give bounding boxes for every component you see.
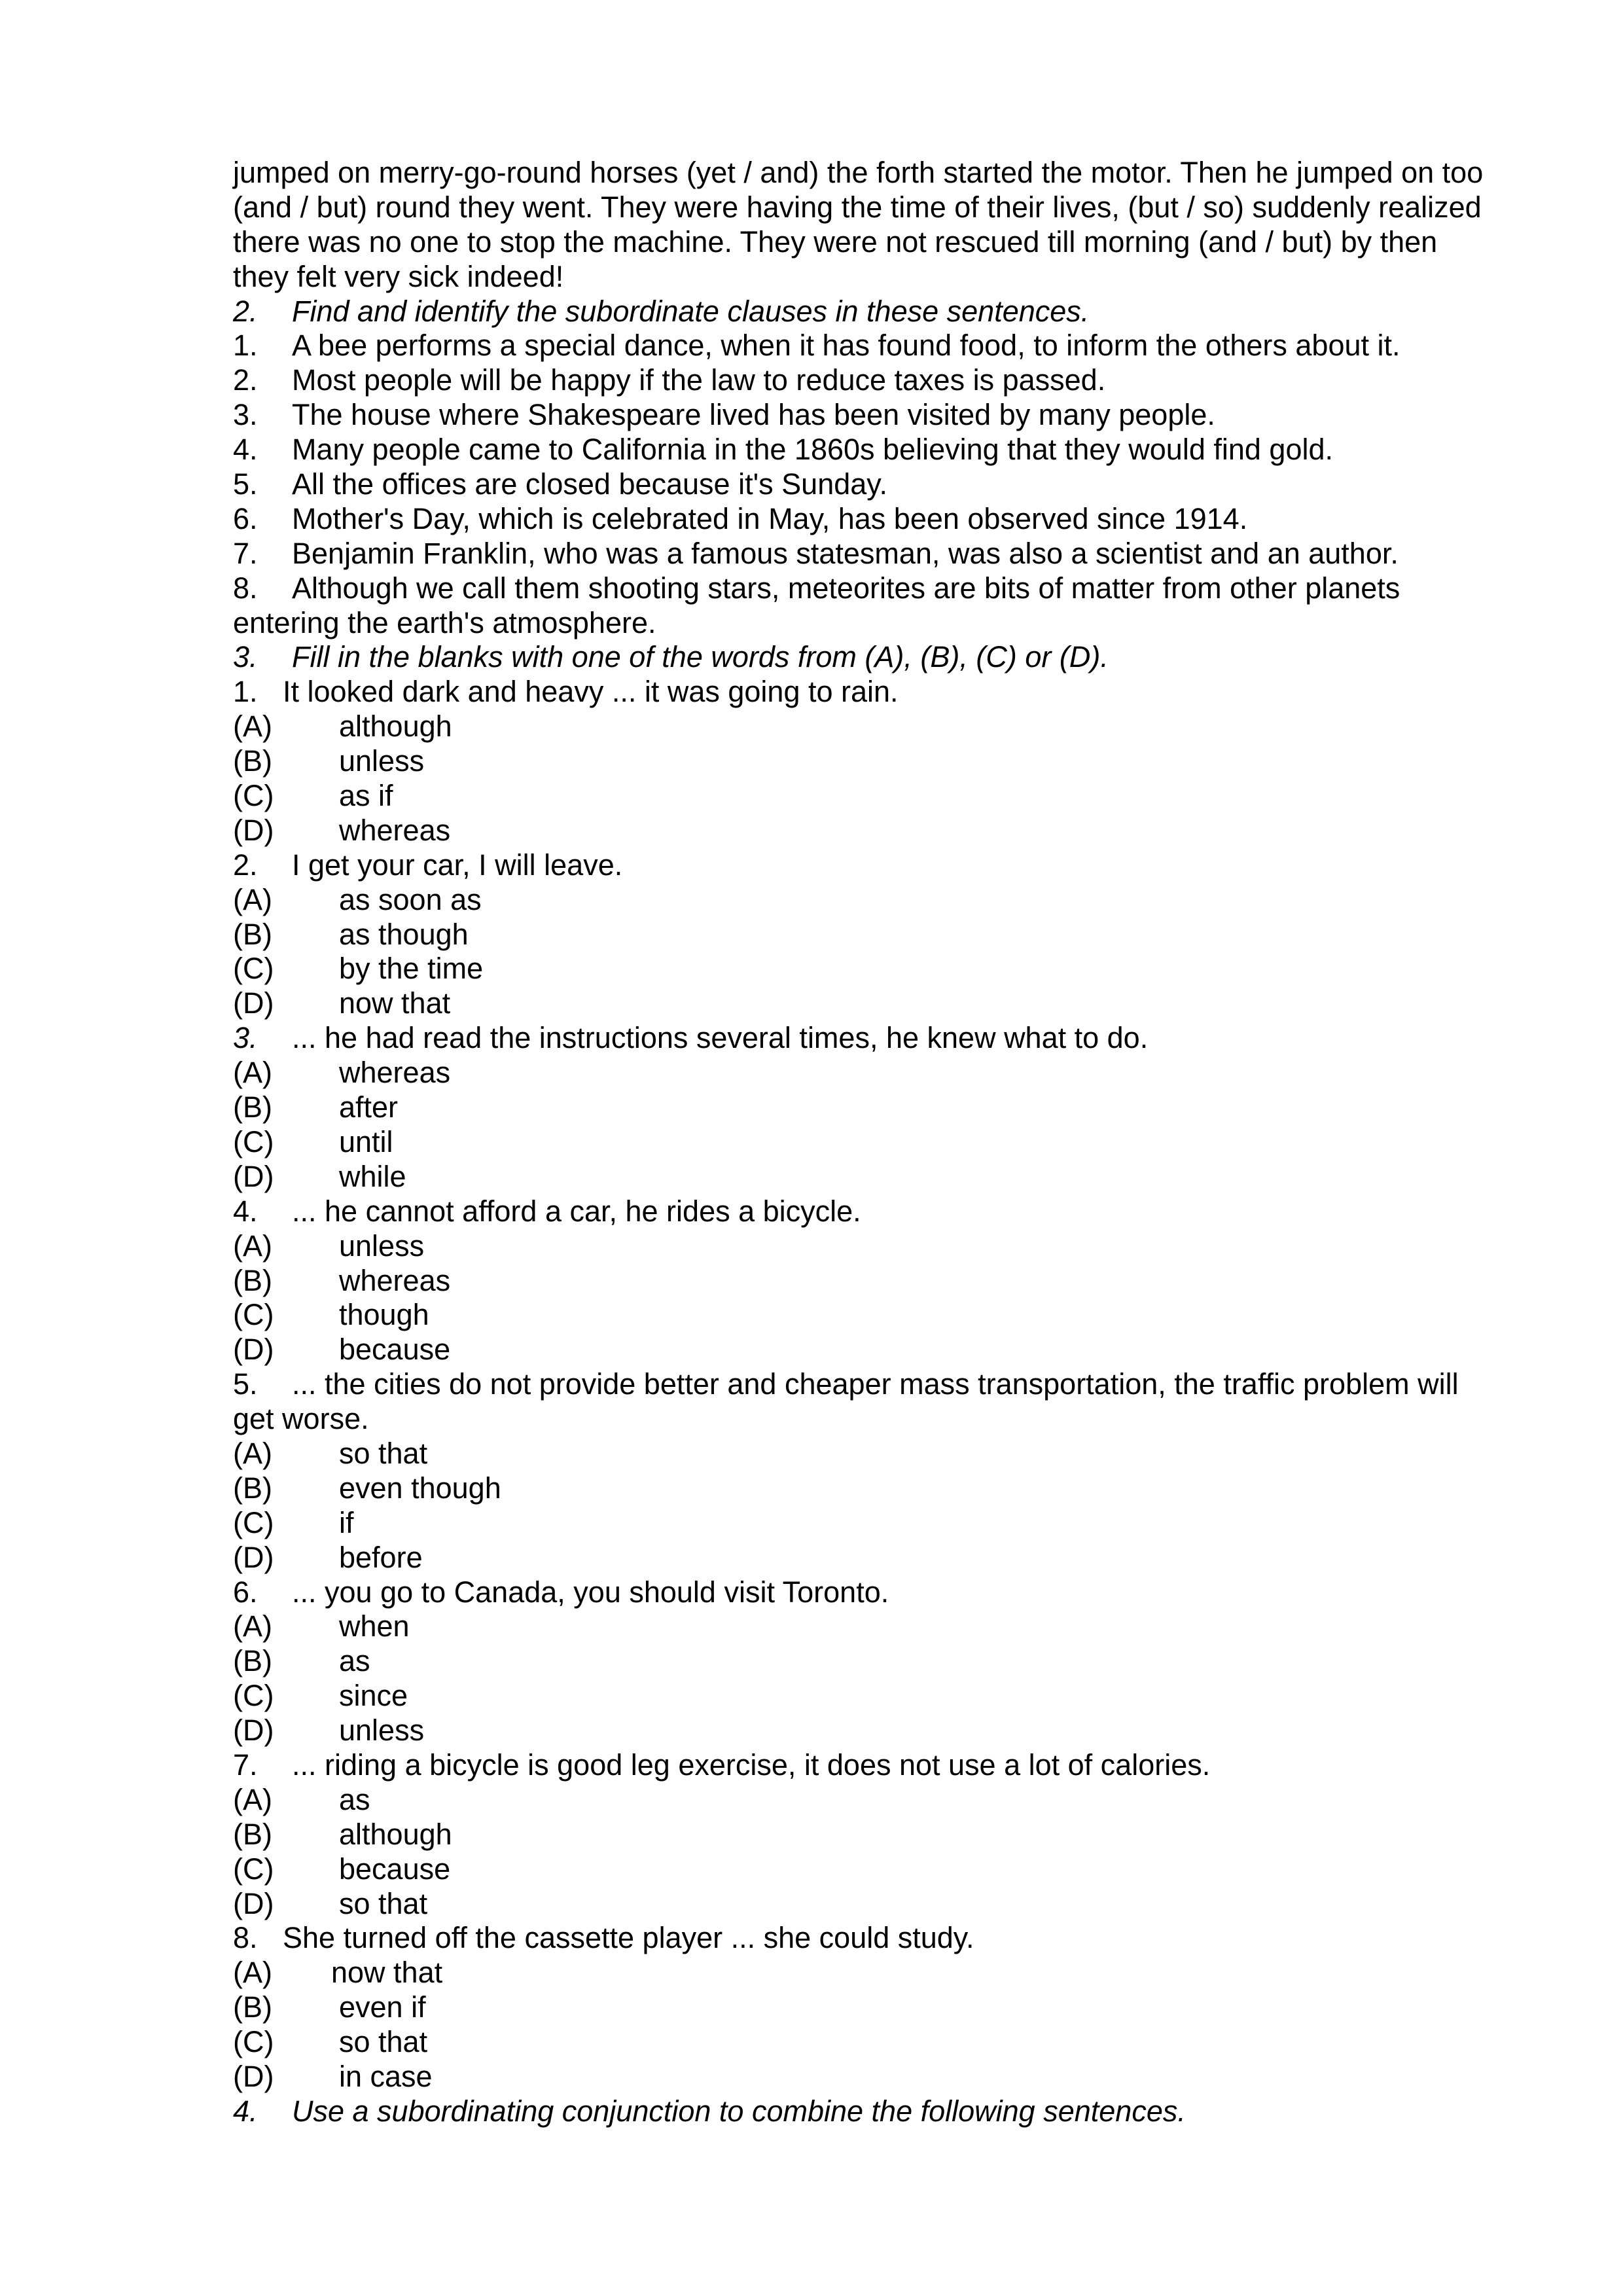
answer-option <box>233 1713 1529 1748</box>
option-letter: (B) <box>233 1644 272 1678</box>
question-text: She turned off the cassette player ... she could study. <box>283 1921 974 1955</box>
option-text: when <box>339 1609 410 1643</box>
question-text: ... he had read the instructions several times, he knew what to do. <box>292 1021 1149 1055</box>
option-text: whereas <box>339 1056 451 1090</box>
option-letter: (C) <box>233 1505 274 1539</box>
question-text: I get your car, I will leave. <box>292 848 623 882</box>
option-letter: (A) <box>233 1056 272 1090</box>
answer-option <box>233 1609 1529 1644</box>
question <box>233 848 1529 883</box>
question-text: ... you go to Canada, you should visit Toronto. <box>292 1575 889 1609</box>
option-text: unless <box>339 1713 425 1748</box>
answer-option <box>233 1506 1529 1541</box>
answer-option <box>233 1471 1529 1506</box>
answer-option <box>233 1090 1529 1125</box>
section-number: 4. <box>233 2094 258 2128</box>
option-letter: (C) <box>233 1298 274 1332</box>
option-text: as if <box>339 779 393 813</box>
list-item <box>233 398 1529 433</box>
answer-option <box>233 952 1529 986</box>
intro-line: jumped on merry-go-round horses (yet / and) the forth started the motor. Then he jumped on too <box>233 156 1484 189</box>
option-letter: (D) <box>233 986 274 1020</box>
question-text: ... the cities do not provide better and cheaper mass transportation, the traffic problem will <box>292 1367 1459 1401</box>
question-number: 6. <box>233 1575 258 1609</box>
intro-paragraph <box>233 156 1529 295</box>
option-letter: (A) <box>233 882 272 916</box>
option-text: though <box>339 1298 429 1332</box>
item-number: 5. <box>233 467 258 501</box>
intro-line: there was no one to stop the machine. They were not rescued till morning (and / but) by then <box>233 224 1438 259</box>
option-letter: (D) <box>233 1333 274 1367</box>
item-number: 6. <box>233 501 258 535</box>
item-text: Many people came to California in the 1860s believing that they would find gold. <box>292 433 1333 467</box>
option-letter: (D) <box>233 1713 274 1748</box>
section-title: Use a subordinating conjunction to combine the following sentences. <box>292 2094 1186 2128</box>
section-title: Fill in the blanks with one of the words from (A), (B), (C) or (D). <box>292 640 1109 674</box>
option-text: unless <box>339 1229 425 1263</box>
option-letter: (B) <box>233 744 272 778</box>
section-number: 2. <box>233 294 258 328</box>
option-text: while <box>339 1159 406 1193</box>
answer-option <box>233 1852 1529 1887</box>
answer-option <box>233 918 1529 952</box>
intro-line: (and / but) round they went. They were having the time of their lives, (but / so) suddenly realized <box>233 190 1482 224</box>
option-text: even if <box>339 1990 426 2024</box>
option-letter: (D) <box>233 1540 274 1574</box>
answer-option <box>233 1056 1529 1090</box>
question <box>233 1367 1529 1402</box>
item-number: 1. <box>233 329 258 363</box>
answer-option <box>233 744 1529 779</box>
option-text: now that <box>339 986 451 1020</box>
option-text: as soon as <box>339 882 482 916</box>
list-item <box>233 571 1529 606</box>
answer-option <box>233 1783 1529 1818</box>
answer-option <box>233 883 1529 918</box>
option-letter: (B) <box>233 1471 272 1505</box>
option-letter: (A) <box>233 1229 272 1263</box>
document-page <box>233 156 1529 2129</box>
option-text: although <box>339 1817 452 1851</box>
option-letter: (C) <box>233 779 274 813</box>
option-text: unless <box>339 744 425 778</box>
answer-option <box>233 709 1529 744</box>
option-letter: (D) <box>233 1886 274 1920</box>
option-text: until <box>339 1124 393 1158</box>
section-4 <box>233 2094 1529 2129</box>
answer-option <box>233 1887 1529 1922</box>
option-text: as though <box>339 917 469 951</box>
item-text: Although we call them shooting stars, meteorites are bits of matter from other planets <box>292 571 1400 605</box>
answer-option <box>233 779 1529 814</box>
option-text: as <box>339 1644 370 1678</box>
option-letter: (A) <box>233 709 272 744</box>
option-text: by the time <box>339 952 484 986</box>
option-text: although <box>339 709 452 744</box>
list-item <box>233 502 1529 537</box>
list-item <box>233 433 1529 467</box>
question <box>233 1021 1529 1056</box>
option-letter: (C) <box>233 1852 274 1886</box>
option-text: as <box>339 1782 370 1816</box>
question <box>233 1575 1529 1610</box>
question-text: ... riding a bicycle is good leg exercise, it does not use a lot of calories. <box>292 1748 1211 1782</box>
option-text: because <box>339 1333 451 1367</box>
answer-option <box>233 1437 1529 1471</box>
option-letter: (A) <box>233 1609 272 1643</box>
item-text: The house where Shakespeare lived has been visited by many people. <box>292 398 1215 432</box>
option-letter: (B) <box>233 1090 272 1124</box>
section-heading <box>233 295 1529 329</box>
question <box>233 1194 1529 1229</box>
answer-option <box>233 2060 1529 2094</box>
section-title: Find and identify the subordinate clauses in these sentences. <box>292 294 1090 328</box>
item-number: 8. <box>233 571 258 605</box>
item-continuation: entering the earth's atmosphere. <box>233 605 656 639</box>
intro-line: they felt very sick indeed! <box>233 259 564 293</box>
question-number: 3. <box>233 1021 258 1055</box>
question-text: ... he cannot afford a car, he rides a bicycle. <box>292 1194 861 1228</box>
answer-option <box>233 1644 1529 1679</box>
option-letter: (D) <box>233 1159 274 1193</box>
option-letter: (C) <box>233 952 274 986</box>
answer-option <box>233 1298 1529 1333</box>
option-letter: (C) <box>233 2025 274 2059</box>
option-text: whereas <box>339 813 451 847</box>
question <box>233 1921 1529 1956</box>
option-text: in case <box>339 2059 433 2093</box>
section-number: 3. <box>233 640 258 674</box>
answer-option <box>233 1264 1529 1299</box>
option-text: because <box>339 1852 451 1886</box>
item-number: 3. <box>233 398 258 432</box>
answer-option <box>233 1541 1529 1575</box>
item-number: 7. <box>233 536 258 570</box>
option-letter: (D) <box>233 2059 274 2093</box>
item-text: Mother's Day, which is celebrated in May, has been observed since 1914. <box>292 501 1248 535</box>
item-number: 2. <box>233 363 258 397</box>
item-text: A bee performs a special dance, when it has found food, to inform the others about it. <box>292 329 1400 363</box>
item-number: 4. <box>233 433 258 467</box>
option-letter: (B) <box>233 1263 272 1297</box>
item-text: All the offices are closed because it's Sunday. <box>292 467 887 501</box>
list-item <box>233 467 1529 502</box>
answer-option <box>233 2025 1529 2060</box>
option-text: after <box>339 1090 399 1124</box>
answer-option <box>233 1818 1529 1852</box>
list-item <box>233 329 1529 363</box>
question-number: 7. <box>233 1748 258 1782</box>
answer-option <box>233 986 1529 1021</box>
answer-option <box>233 1990 1529 2025</box>
item-text: Benjamin Franklin, who was a famous statesman, was also a scientist and an author. <box>292 536 1399 570</box>
list-item <box>233 363 1529 398</box>
section-3 <box>233 640 1529 2094</box>
option-text: if <box>339 1505 354 1539</box>
list-item <box>233 537 1529 571</box>
option-letter: (B) <box>233 1990 272 2024</box>
option-text: so that <box>339 1436 428 1470</box>
option-letter: (D) <box>233 813 274 847</box>
option-text: before <box>339 1540 423 1574</box>
option-text: even though <box>339 1471 501 1505</box>
question-number: 8. <box>233 1921 258 1955</box>
item-text: Most people will be happy if the law to reduce taxes is passed. <box>292 363 1106 397</box>
answer-option <box>233 1333 1529 1367</box>
option-letter: (A) <box>233 1782 272 1816</box>
answer-option <box>233 1125 1529 1160</box>
option-text: so that <box>339 1886 428 1920</box>
answer-option <box>233 1229 1529 1264</box>
answer-option <box>233 1160 1529 1194</box>
option-letter: (A) <box>233 1956 272 1990</box>
question-text: It looked dark and heavy ... it was going to rain. <box>283 675 899 709</box>
section-2 <box>233 295 1529 641</box>
section-heading <box>233 640 1529 675</box>
question <box>233 1748 1529 1783</box>
option-letter: (C) <box>233 1679 274 1713</box>
section-heading <box>233 2094 1529 2129</box>
question-number: 1. <box>233 675 258 709</box>
option-letter: (C) <box>233 1124 274 1158</box>
question-continuation: get worse. <box>233 1402 369 1436</box>
option-letter: (A) <box>233 1436 272 1470</box>
question-number: 2. <box>233 848 258 882</box>
question-number: 5. <box>233 1367 258 1401</box>
question-number: 4. <box>233 1194 258 1228</box>
option-letter: (B) <box>233 1817 272 1851</box>
answer-option <box>233 1956 1529 1990</box>
option-text: now that <box>331 1956 443 1990</box>
option-text: whereas <box>339 1263 451 1297</box>
option-text: so that <box>339 2025 428 2059</box>
answer-option <box>233 814 1529 848</box>
option-text: since <box>339 1679 408 1713</box>
question <box>233 675 1529 709</box>
answer-option <box>233 1679 1529 1713</box>
option-letter: (B) <box>233 917 272 951</box>
